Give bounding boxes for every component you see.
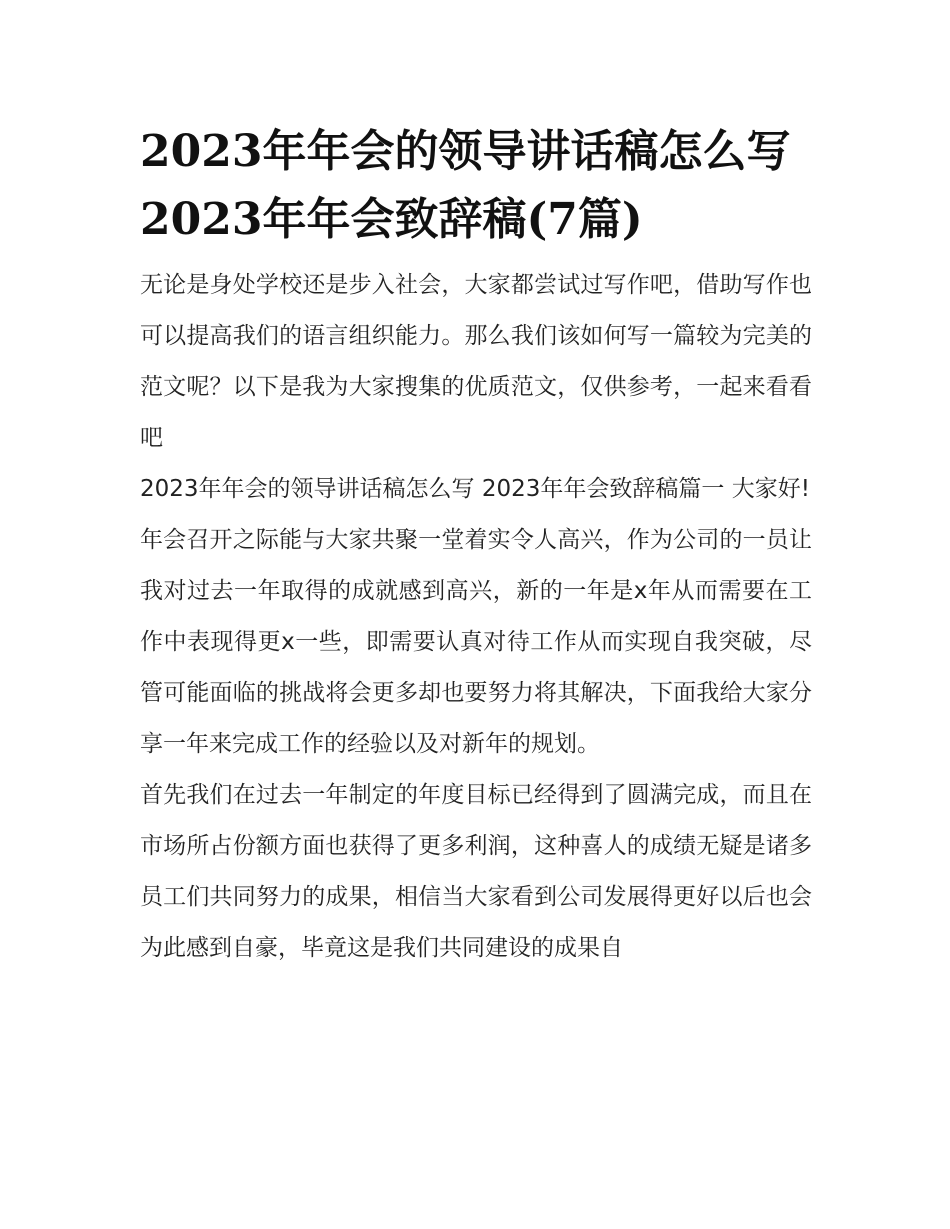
intro-paragraph: 无论是身处学校还是步入社会，大家都尝试过写作吧，借助写作也可以提高我们的语言组织能力。那么我们该如何写一篇较为完美的范文呢？以下是我为大家搜集的优质范文，仅供参考，一起来看看吧 <box>140 272 812 451</box>
body-paragraph-2: 首先我们在过去一年制定的年度目标已经得到了圆满完成，而且在市场所占份额方面也获得了更多利润，这种喜人的成绩无疑是诸多员工们共同努力的成果，相信当大家看到公司发展得更好以后也会为此感到自豪，毕竟这是我们共同建设的成果自 <box>140 782 812 961</box>
document-title: 2023年年会的领导讲话稿怎么写 2023年年会致辞稿(7篇) <box>140 126 791 245</box>
section-heading-paragraph: 2023年年会的领导讲话稿怎么写 2023年年会致辞稿篇一 大家好! <box>140 476 810 502</box>
body-paragraph-1: 年会召开之际能与大家共聚一堂着实令人高兴，作为公司的一员让我对过去一年取得的成就感到高兴，新的一年是x年从而需要在工作中表现得更x一些，即需要认真对待工作从而实现自我突破，尽管可能面临的挑战将会更多却也要努力将其解决，下面我给大家分享一年来完成工作的经验以及对新年的规划。 <box>140 527 812 757</box>
document-page <box>140 118 812 974</box>
